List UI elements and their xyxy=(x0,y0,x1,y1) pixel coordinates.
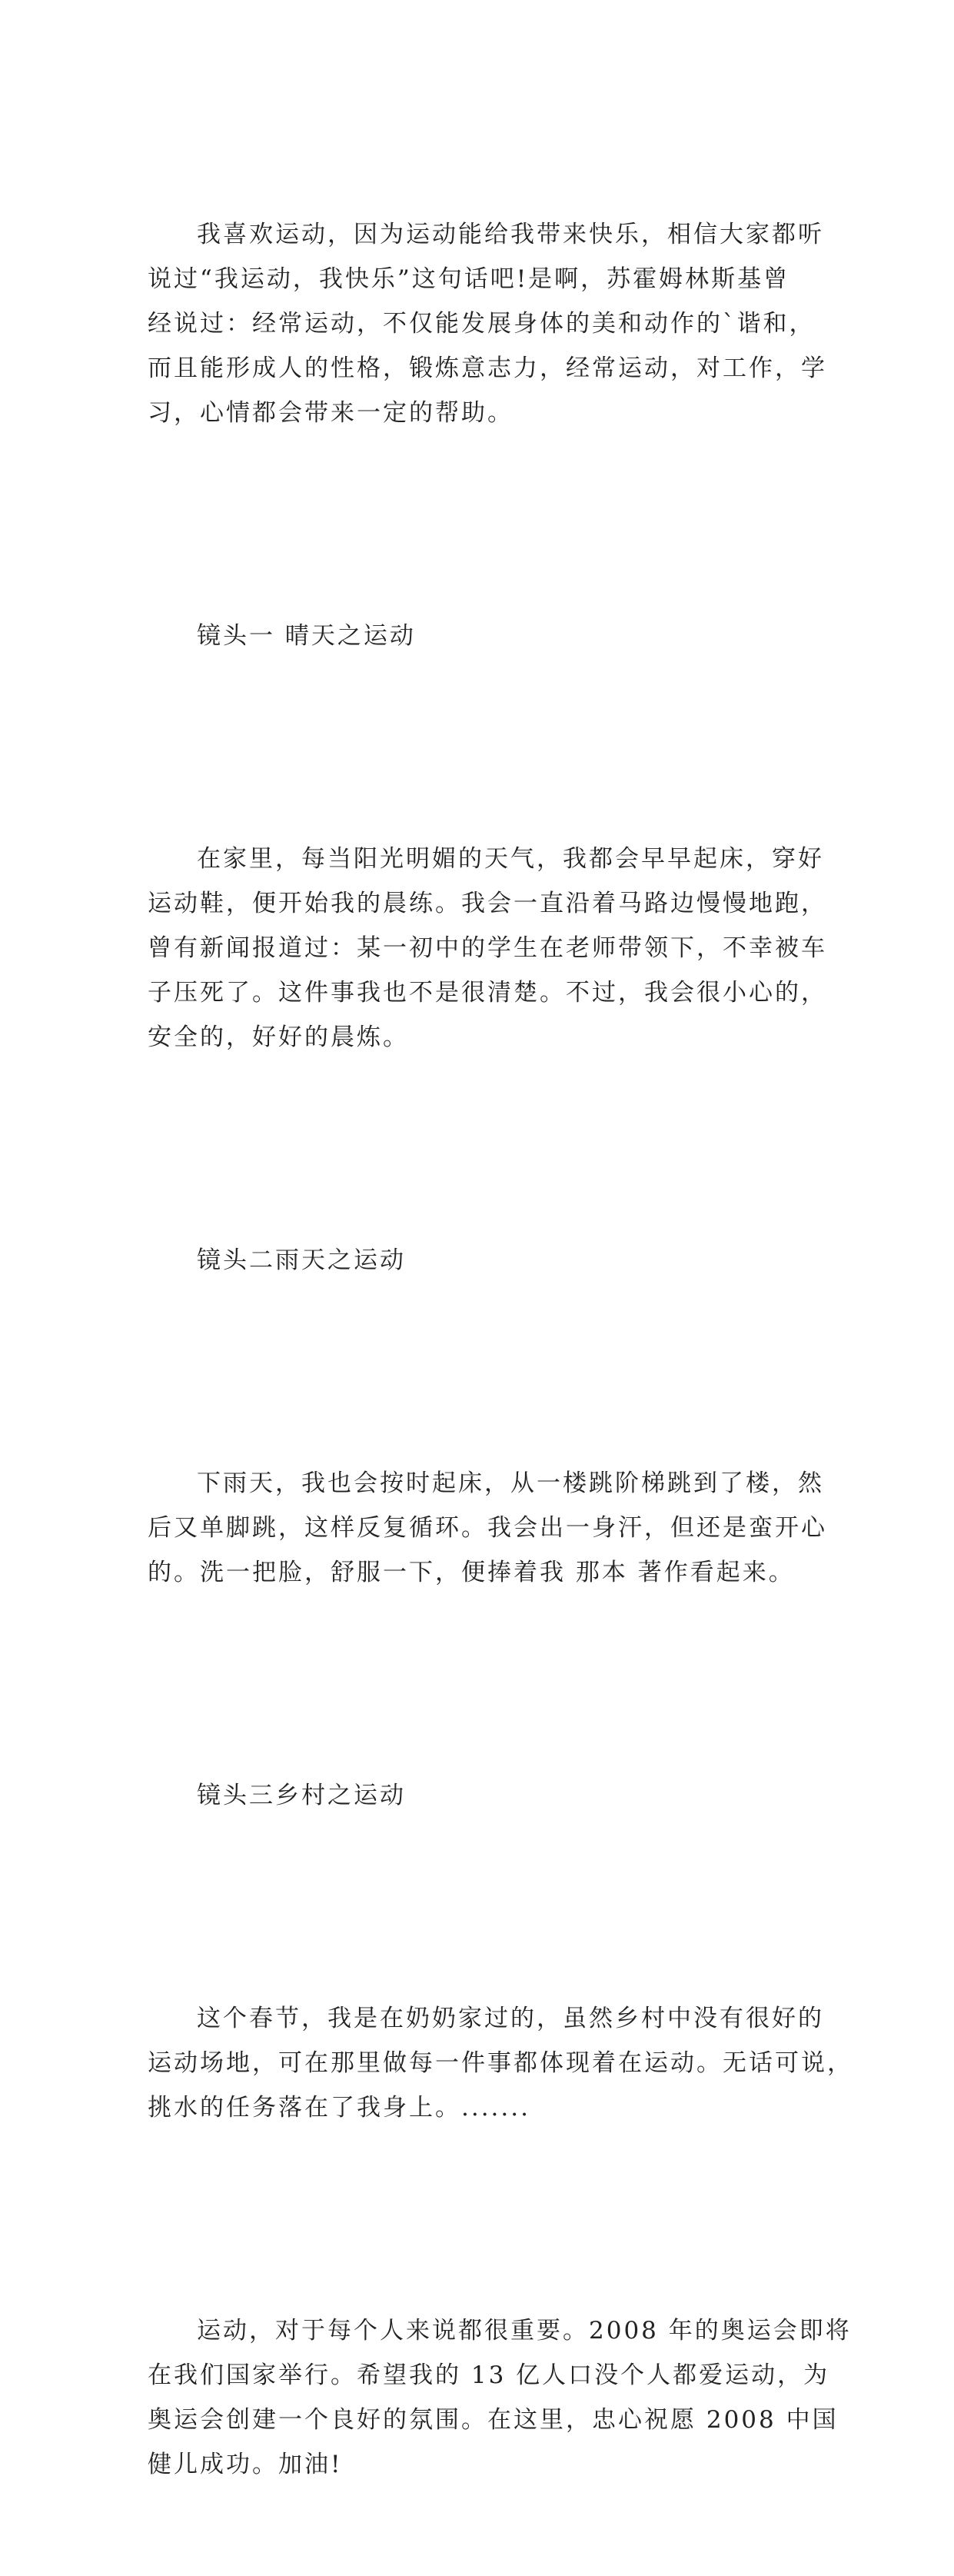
paragraph-conclusion xyxy=(148,2219,852,2576)
text-line: 在家里，每当阳光明媚的天气，我都会早早起床，穿好 xyxy=(197,845,824,873)
text-line: 习，心情都会带来一定的帮助。 xyxy=(148,399,514,427)
text-line: 镜头三乡村之运动 xyxy=(197,1782,406,1809)
section-heading-sunny xyxy=(148,524,824,747)
text-line: 经说过：经常运动，不仅能发展身体的美和动作的`谐和， xyxy=(148,310,816,338)
text-line: 在我们国家举行。希望我的 13 亿人口没个人都爱运动，为 xyxy=(148,2361,830,2389)
text-line: 说过“我运动，我快乐”这句话吧!是啊，苏霍姆林斯基曾 xyxy=(148,265,790,293)
text-line: 镜头一 晴天之运动 xyxy=(197,622,416,650)
paragraph-sunny xyxy=(148,747,827,1149)
text-line: 的。洗一把脸，舒服一下，便捧着我 那本 著作看起来。 xyxy=(148,1559,795,1586)
text-line: 运动，对于每个人来说都很重要。2008 年的奥运会即将 xyxy=(197,2317,852,2345)
text-line: 而且能形成人的性格，锻炼意志力，经常运动，对工作，学 xyxy=(148,354,827,382)
text-line: 子压死了。这件事我也不是很清楚。不过，我会很小心的， xyxy=(148,979,827,1007)
document-body xyxy=(148,123,853,2576)
text-line: 挑水的任务落在了我身上。....... xyxy=(148,2094,530,2122)
text-line: 后又单脚跳，这样反复循环。我会出一身汗，但还是蛮开心 xyxy=(148,1514,827,1542)
section-heading-rainy xyxy=(148,1149,824,1372)
text-line: 安全的，好好的晨炼。 xyxy=(148,1023,409,1051)
text-line: 运动场地，可在那里做每一件事都体现着在运动。无话可说， xyxy=(148,2049,853,2077)
text-line: 镜头二雨天之运动 xyxy=(197,1246,406,1274)
section-heading-village xyxy=(148,1684,824,1907)
text-line: 曾有新闻报道过：某一初中的学生在老师带领下，不幸被车 xyxy=(148,934,827,962)
text-line: 我喜欢运动，因为运动能给我带来快乐，相信大家都听 xyxy=(197,221,824,248)
paragraph-rainy xyxy=(148,1372,827,1684)
paragraph-village xyxy=(148,1907,853,2219)
paragraph-intro xyxy=(148,123,827,524)
text-line: 奥运会创建一个良好的氛围。在这里，忠心祝愿 2008 中国 xyxy=(148,2406,839,2434)
text-line: 这个春节，我是在奶奶家过的，虽然乡村中没有很好的 xyxy=(197,2005,824,2032)
text-line: 下雨天，我也会按时起床，从一楼跳阶梯跳到了楼，然 xyxy=(197,1469,824,1497)
text-line: 健儿成功。加油! xyxy=(148,2451,343,2478)
text-line: 运动鞋，便开始我的晨练。我会一直沿着马路边慢慢地跑， xyxy=(148,890,827,917)
